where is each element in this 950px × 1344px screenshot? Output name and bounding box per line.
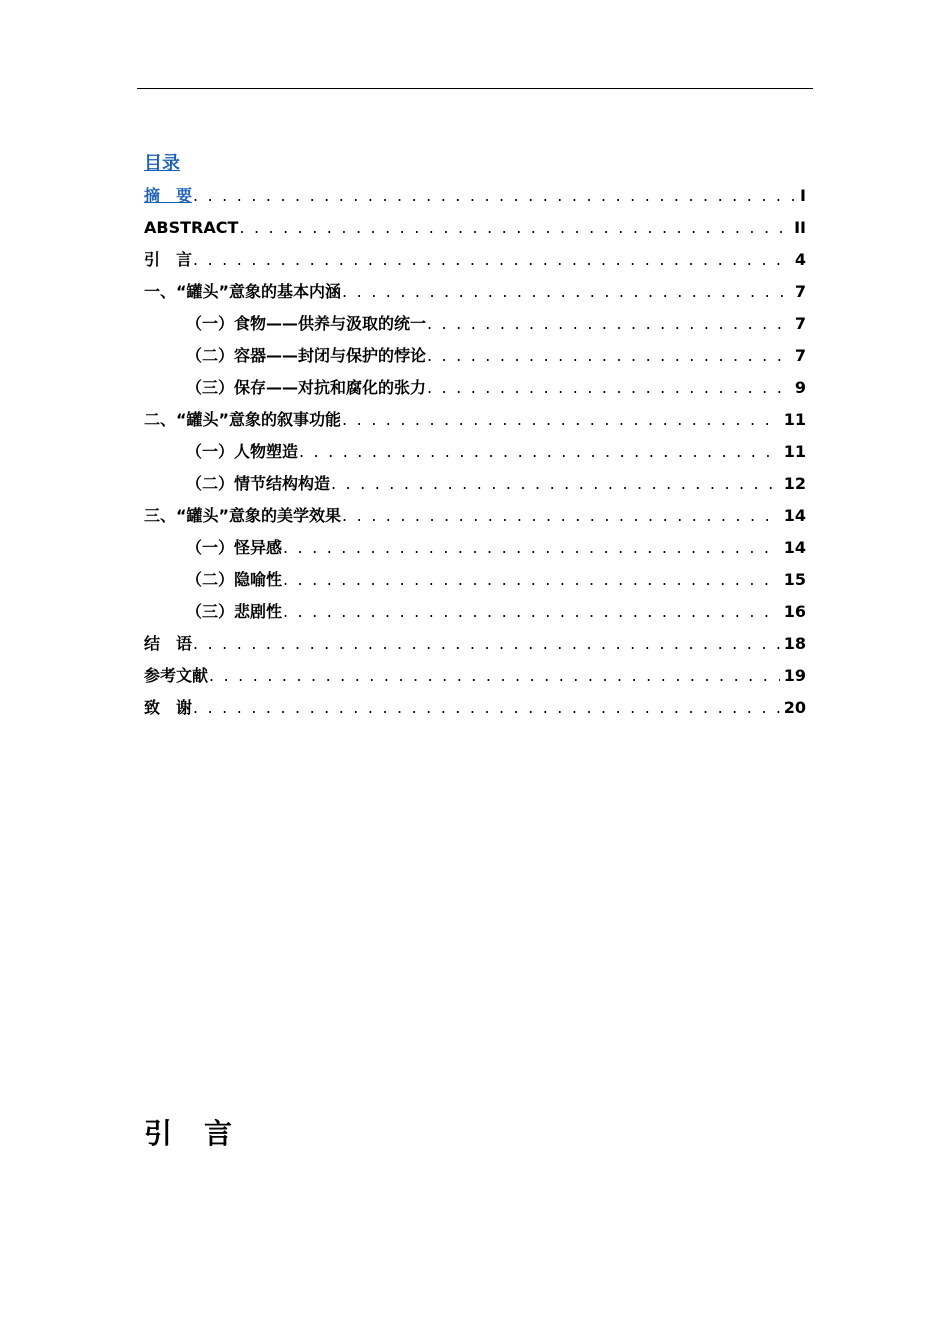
toc-entry-page: 9 <box>794 378 806 397</box>
toc-entry[interactable] <box>144 632 806 664</box>
toc-entry[interactable] <box>144 536 806 568</box>
toc-entry[interactable] <box>144 280 806 312</box>
toc-entry[interactable] <box>144 440 806 472</box>
toc-leader-dots <box>331 472 780 496</box>
toc-entry-label: （二）隐喻性 <box>186 570 283 589</box>
toc-entry-page: 7 <box>794 314 806 333</box>
toc-leader-dots <box>427 376 791 400</box>
toc-entry-label: 摘 要 <box>144 186 193 205</box>
toc-entry-page: II <box>794 218 806 237</box>
toc-entry-page: 11 <box>783 442 806 461</box>
toc-entry-page: I <box>800 186 806 205</box>
toc-entry-label: （一）怪异感 <box>186 538 283 557</box>
toc-leader-dots <box>427 312 791 336</box>
toc-entry[interactable] <box>144 600 806 632</box>
toc-entry-label: 结 语 <box>144 634 193 653</box>
toc-entry-page: 16 <box>783 602 806 621</box>
toc-leader-dots <box>283 600 780 624</box>
toc-entry-page: 19 <box>783 666 806 685</box>
toc-entry-label: 一、“罐头”意象的基本内涵 <box>144 282 342 301</box>
toc-entry-label: （一）人物塑造 <box>186 442 299 461</box>
toc-entry[interactable] <box>144 184 806 216</box>
toc-entry[interactable] <box>144 504 806 536</box>
toc-entry-page: 7 <box>794 282 806 301</box>
toc-leader-dots <box>342 280 791 304</box>
toc-entry[interactable] <box>144 248 806 280</box>
toc-leader-dots <box>283 568 780 592</box>
toc-entry-page: 7 <box>794 346 806 365</box>
toc-entry-label: 参考文献 <box>144 666 209 685</box>
toc-entry[interactable] <box>144 408 806 440</box>
toc-entry-page: 20 <box>783 698 806 717</box>
toc-entry-label: （三）保存——对抗和腐化的张力 <box>186 378 427 397</box>
toc-leader-dots <box>299 440 780 464</box>
toc-title[interactable]: 目录 <box>144 153 180 174</box>
toc-leader-dots <box>342 408 780 432</box>
toc-entry-page: 18 <box>783 634 806 653</box>
toc-entry[interactable] <box>144 664 806 696</box>
toc-leader-dots <box>427 344 791 368</box>
toc-entry[interactable] <box>144 312 806 344</box>
toc-leader-dots <box>342 504 780 528</box>
toc-entry[interactable] <box>144 376 806 408</box>
table-of-contents <box>144 184 806 728</box>
toc-leader-dots <box>193 184 796 208</box>
toc-entry-label: （三）悲剧性 <box>186 602 283 621</box>
toc-entry-label: （一）食物——供养与汲取的统一 <box>186 314 427 333</box>
section-heading: 引 言 <box>144 1117 235 1150</box>
toc-entry[interactable] <box>144 216 806 248</box>
toc-entry-page: 4 <box>794 250 806 269</box>
toc-entry-label: 致 谢 <box>144 698 193 717</box>
toc-leader-dots <box>239 216 790 240</box>
toc-leader-dots <box>193 696 780 720</box>
toc-entry-page: 15 <box>783 570 806 589</box>
toc-entry-label: 二、“罐头”意象的叙事功能 <box>144 410 342 429</box>
toc-entry-label: 三、“罐头”意象的美学效果 <box>144 506 342 525</box>
toc-entry[interactable] <box>144 472 806 504</box>
toc-entry[interactable] <box>144 696 806 728</box>
toc-entry-label: （二）情节结构构造 <box>186 474 331 493</box>
toc-entry-page: 14 <box>783 538 806 557</box>
toc-entry[interactable] <box>144 568 806 600</box>
toc-entry-page: 14 <box>783 506 806 525</box>
toc-entry[interactable] <box>144 344 806 376</box>
toc-entry-label: ABSTRACT <box>144 218 239 237</box>
toc-entry-label: 引 言 <box>144 250 193 269</box>
toc-entry-page: 12 <box>783 474 806 493</box>
toc-entry-page: 11 <box>783 410 806 429</box>
toc-leader-dots <box>283 536 780 560</box>
toc-leader-dots <box>193 248 791 272</box>
toc-leader-dots <box>193 632 780 656</box>
toc-entry-label: （二）容器——封闭与保护的悖论 <box>186 346 427 365</box>
header-rule <box>137 88 813 89</box>
toc-leader-dots <box>209 664 780 688</box>
